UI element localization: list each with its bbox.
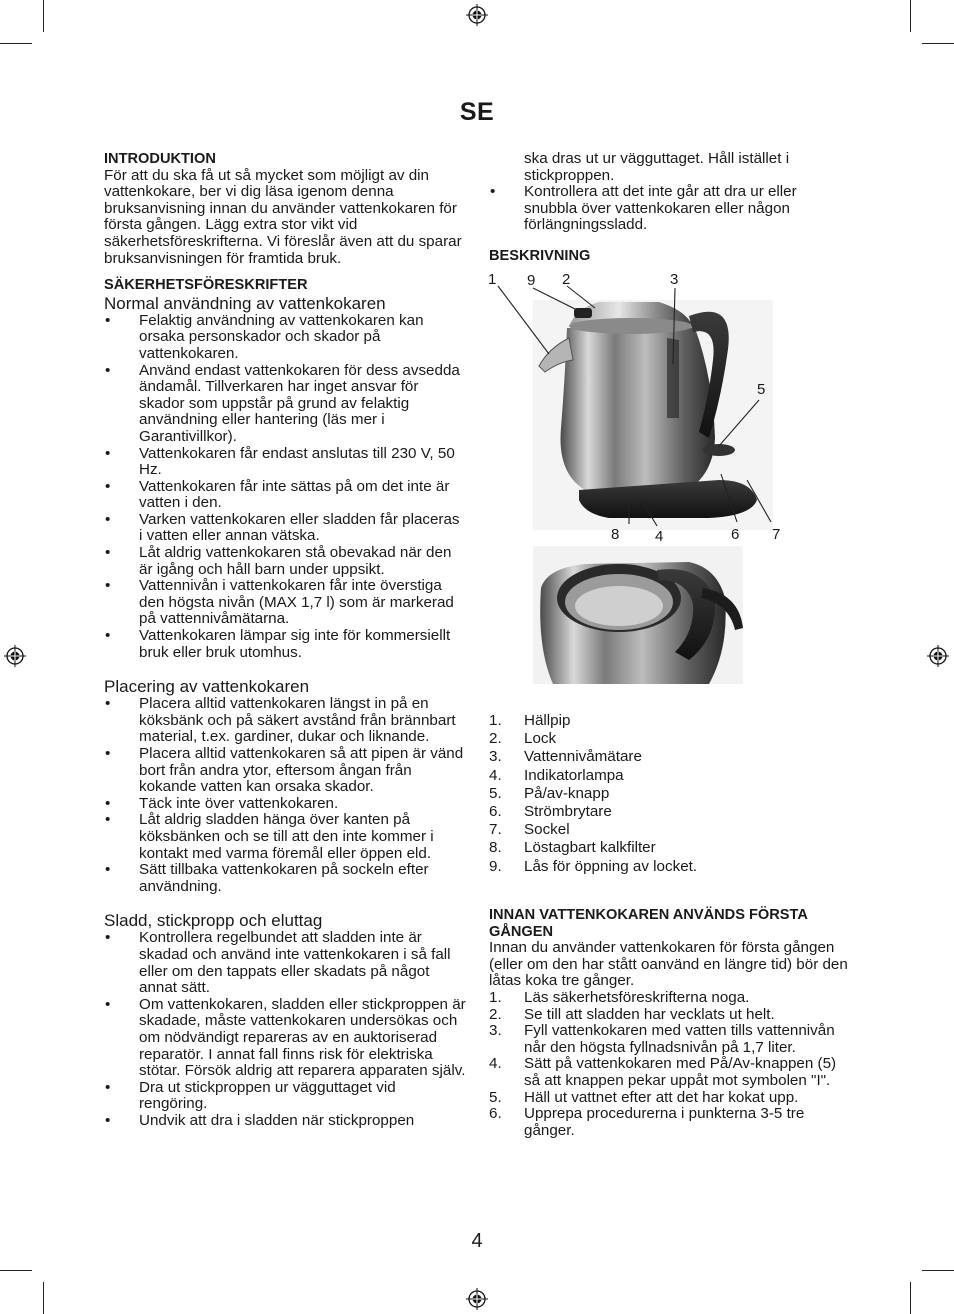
crop-mark bbox=[910, 0, 911, 32]
callout-2: 2 bbox=[562, 271, 571, 288]
crop-mark bbox=[43, 0, 44, 32]
callout-3: 3 bbox=[670, 271, 679, 288]
description-heading: BESKRIVNING bbox=[489, 247, 591, 264]
list-item: 2. Lock bbox=[489, 730, 557, 748]
callout-9: 9 bbox=[527, 272, 536, 289]
list-item: • Varken vattenkokaren eller sladden får placeras i vatten eller annan vätska. bbox=[104, 512, 466, 545]
list-item: 4. Indikatorlampa bbox=[489, 766, 624, 784]
crop-mark bbox=[43, 1282, 44, 1314]
list-item: • Kontrollera regelbundet att sladden inte är skadad och använd inte vattenkokaren i så fall eller om den tappats eller skadats på något annat sätt. bbox=[104, 930, 466, 996]
list-item: 4. Sätt på vattenkokaren med På/Av-knappen (5) så att knappen pekar uppåt mot symbolen "I". bbox=[489, 1055, 837, 1090]
list-item: • Använd endast vattenkokaren för dess avsedda ändamål. Tillverkaren har inget ansvar för skador som uppstår på grund av felaktig användning eller hantering (läs mer i Garantivillkor). bbox=[104, 363, 466, 446]
intro-heading: INTRODUKTION bbox=[104, 151, 216, 167]
crop-mark bbox=[0, 1270, 32, 1271]
parts-list bbox=[489, 713, 849, 875]
cord-list bbox=[104, 930, 466, 1129]
language-code: SE bbox=[459, 98, 495, 126]
list-item: • Placera alltid vattenkokaren längst in på en köksbänk och på säkert avstånd från brännbart material, t.ex. gardiner, dukar och liknande. bbox=[104, 696, 466, 746]
crop-mark bbox=[922, 1270, 954, 1271]
list-item: 3. Vattennivåmätare bbox=[489, 748, 642, 766]
cord-continued-text: ska dras ut ur vägguttaget. Håll istället i stickproppen. bbox=[524, 150, 790, 184]
crop-mark bbox=[910, 1282, 911, 1314]
callout-8: 8 bbox=[611, 526, 620, 543]
cord-heading: Sladd, stickpropp och eluttag bbox=[104, 911, 323, 931]
registration-mark-icon bbox=[927, 645, 949, 667]
list-item: 1. Hällpip bbox=[489, 712, 571, 729]
cord-list-continued bbox=[489, 184, 849, 234]
safety-heading: SÄKERHETSFÖRESKRIFTER bbox=[104, 277, 308, 294]
first-use-steps bbox=[489, 990, 849, 1139]
list-item: 2. Se till att sladden har vecklats ut helt. bbox=[489, 1005, 775, 1023]
registration-mark-icon bbox=[466, 4, 488, 26]
list-item: 3. Fyll vattenkokaren med vatten tills vattennivån når den högsta fyllnadsnivån på 1,7 liter. bbox=[489, 1022, 835, 1056]
list-item: 8. Löstagbart kalkfilter bbox=[489, 839, 656, 857]
placement-heading: Placering av vattenkokaren bbox=[104, 677, 310, 697]
normal-use-heading: Normal användning av vattenkokaren bbox=[104, 293, 386, 313]
callout-6: 6 bbox=[731, 526, 740, 543]
list-item: • Placera alltid vattenkokaren så att pipen är vänd bort från andra ytor, eftersom ångan från kokande vatten kan orsaka skador. bbox=[104, 746, 466, 796]
intro-text: För att du ska få ut så mycket som möjligt av din vattenkokare, ber vi dig läsa igenom denna bruksanvisning innan du använder vattenkokaren för första gången. Lägg extra stor vikt vid säkerhetsföreskrifterna. Vi föreslår även att du sparar bruksanvisningen för framtida bruk. bbox=[104, 166, 462, 267]
first-use-heading: INNAN VATTENKOKAREN ANVÄNDS FÖRSTA GÅNGEN bbox=[489, 907, 808, 940]
list-item: • Vattenkokaren får endast anslutas till 230 V, 50 Hz. bbox=[104, 446, 466, 479]
right-column-lower bbox=[489, 713, 849, 1139]
placement-list bbox=[104, 696, 466, 895]
page-number: 4 bbox=[471, 1230, 483, 1252]
list-item: • Om vattenkokaren, sladden eller stickproppen är skadade, måste vattenkokaren undersökas och om nödvändigt repareras av en auktoriserad reparatör. I annat fall finns risk för elektriska stötar. Försök aldrig att reparera apparaten själv. bbox=[104, 997, 466, 1080]
list-item: 5. Häll ut vattnet efter att det har kokat upp. bbox=[489, 1088, 799, 1106]
callout-7: 7 bbox=[772, 526, 781, 543]
list-item: • Felaktig användning av vattenkokaren kan orsaka personskador och skador på vattenkokaren. bbox=[104, 313, 466, 363]
registration-mark-icon bbox=[466, 1288, 488, 1310]
list-item: 9. Lås för öppning av locket. bbox=[489, 857, 698, 875]
callout-4: 4 bbox=[655, 528, 664, 545]
list-item: • Sätt tillbaka vattenkokaren på sockeln efter användning. bbox=[104, 862, 466, 895]
registration-mark-icon bbox=[4, 645, 26, 667]
list-item: • Låt aldrig vattenkokaren stå obevakad när den är igång och håll barn under uppsikt. bbox=[104, 545, 466, 578]
list-item: 6. Upprepa procedurerna i punkterna 3-5 tre gånger. bbox=[489, 1105, 805, 1139]
first-use-text: Innan du använder vattenkokaren för första gången (eller om den har stått oanvänd en längre tid) bör den låtas koka tre gånger. bbox=[489, 939, 848, 990]
kettle-illustration bbox=[489, 268, 789, 688]
list-item: 5. På/av-knapp bbox=[489, 784, 610, 802]
list-item: • Låt aldrig sladden hänga över kanten på köksbänken och se till att den inte kommer i kontakt med varma föremål eller öppen eld. bbox=[104, 812, 466, 862]
list-item: • Dra ut stickproppen ur vägguttaget vid rengöring. bbox=[104, 1080, 466, 1113]
list-item: • Vattenkokaren lämpar sig inte för kommersiellt bruk eller bruk utomhus. bbox=[104, 628, 466, 661]
list-item: 6. Strömbrytare bbox=[489, 802, 612, 820]
list-item: 1. Läs säkerhetsföreskrifterna noga. bbox=[489, 989, 750, 1007]
right-column bbox=[489, 151, 849, 265]
callout-5: 5 bbox=[757, 381, 766, 398]
list-item: • Täck inte över vattenkokaren. bbox=[104, 796, 466, 813]
callout-1: 1 bbox=[488, 271, 497, 288]
crop-mark bbox=[922, 43, 954, 44]
list-item: • Undvik att dra i sladden när stickproppen bbox=[104, 1113, 466, 1130]
normal-use-list bbox=[104, 313, 466, 661]
list-item: • Vattennivån i vattenkokaren får inte överstiga den högsta nivån (MAX 1,7 l) som är markerad på vattennivåmätarna. bbox=[104, 578, 466, 628]
list-item: • Kontrollera att det inte går att dra ur eller snubbla över vattenkokaren eller någon förlängningssladd. bbox=[489, 184, 849, 234]
list-item: • Vattenkokaren får inte sättas på om det inte är vatten i den. bbox=[104, 479, 466, 512]
crop-mark bbox=[0, 43, 32, 44]
list-item: 7. Sockel bbox=[489, 821, 570, 839]
left-column bbox=[104, 151, 466, 1129]
